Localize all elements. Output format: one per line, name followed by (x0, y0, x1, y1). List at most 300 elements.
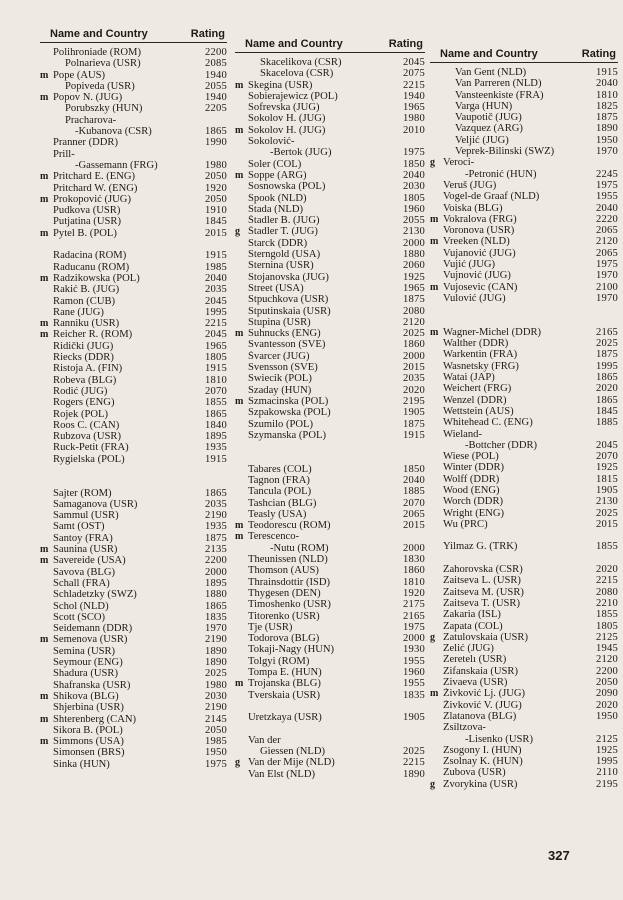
player-row (430, 67, 618, 78)
player-rating: 2165 (596, 326, 618, 338)
player-rating: 1915 (205, 250, 227, 262)
player-row (235, 644, 425, 655)
player-name: Simmons (USA) (53, 736, 124, 748)
player-name: Zahorovska (CSR) (443, 564, 523, 576)
player-name: Yilmaz G. (TRK) (443, 541, 518, 553)
player-row (235, 419, 425, 430)
title-marker: m (430, 688, 439, 700)
player-rating: 1930 (403, 644, 425, 656)
player-name: Živković V. (JUG) (443, 699, 522, 711)
player-rating: 2200 (205, 555, 227, 567)
title-marker: m (40, 544, 49, 556)
player-name: -Bottcher (DDR) (465, 439, 538, 451)
player-row (235, 633, 425, 644)
player-name: Vujosevic (CAN) (443, 281, 518, 293)
player-rating: 1840 (205, 419, 227, 431)
player-name: Sofrevska (JUG) (248, 102, 320, 114)
player-row (430, 169, 618, 180)
player-name: Zaitseva M. (USR) (443, 586, 524, 598)
player-row (430, 214, 618, 225)
player-row (40, 307, 227, 318)
player-name: Thygesen (DEN) (248, 587, 321, 599)
player-row (430, 395, 618, 406)
player-rating: 1855 (205, 397, 227, 409)
player-row (235, 531, 425, 542)
player-rating: 2040 (205, 272, 227, 284)
player-rating: 1850 (403, 158, 425, 170)
player-name: Veprek-Bilinski (SWZ) (455, 146, 555, 158)
title-marker: m (40, 171, 49, 183)
player-name: -Lisenko (USR) (465, 733, 533, 745)
player-row (430, 519, 618, 530)
player-row (430, 101, 618, 112)
page-number: 327 (548, 848, 570, 863)
player-name: Tolgyi (ROM) (248, 655, 310, 667)
player-rating: 2020 (596, 699, 618, 711)
player-name: Saunina (USR) (53, 544, 118, 556)
player-row (430, 621, 618, 632)
player-row (235, 102, 425, 113)
player-name: Wu (PRC) (443, 518, 488, 530)
player-name: Tabares (COL) (248, 463, 312, 475)
player-rating: 1865 (596, 372, 618, 384)
player-row (235, 238, 425, 249)
player-name: Putjatina (USR) (53, 216, 121, 228)
player-rating: 1805 (205, 352, 227, 364)
player-rating: 1875 (403, 418, 425, 430)
player-name: Szmacinska (POL) (248, 395, 329, 407)
player-row (235, 554, 425, 565)
section-gap (235, 452, 425, 463)
player-name: Semina (USR) (53, 645, 116, 657)
player-row (40, 499, 227, 510)
player-row (430, 293, 618, 304)
player-row (430, 508, 618, 519)
player-name: Zifanskaia (USR) (443, 665, 519, 677)
player-name: Svantesson (SVE) (248, 339, 326, 351)
player-rating: 1890 (403, 768, 425, 780)
player-row (430, 767, 618, 778)
player-row (235, 588, 425, 599)
player-rating: 1975 (205, 758, 227, 770)
player-name: Prill- (53, 148, 75, 160)
player-name: Rojek (POL) (53, 408, 109, 420)
player-row (40, 747, 227, 758)
player-name: Porubszky (HUN) (65, 103, 143, 115)
player-rating: 1875 (403, 294, 425, 306)
player-row (40, 442, 227, 453)
player-name: Štadler T. (JUG) (248, 226, 318, 238)
player-rating: 1890 (205, 657, 227, 669)
player-name: Sokolov H. (JUG) (248, 113, 326, 125)
player-rating: 2145 (205, 713, 227, 725)
player-row (235, 57, 425, 68)
title-marker: m (40, 193, 49, 205)
title-marker: m (235, 124, 244, 136)
player-row (40, 454, 227, 465)
player-rating: 2025 (403, 328, 425, 340)
player-name: Veljić (JUG) (455, 134, 509, 146)
player-row (235, 147, 425, 158)
player-rating: 2075 (403, 68, 425, 80)
player-name: Spook (NLD) (248, 192, 307, 204)
player-name: Tashcian (BLG) (248, 497, 317, 509)
player-rating: 2215 (205, 318, 227, 330)
player-row (40, 702, 227, 713)
player-name: Wasnetsky (FRG) (443, 360, 519, 372)
player-row (235, 712, 425, 723)
player-rating: 1915 (596, 67, 618, 78)
title-marker: m (40, 69, 49, 81)
player-rating: 2205 (205, 103, 227, 115)
player-row (235, 509, 425, 520)
title-marker: m (235, 79, 244, 91)
player-rating: 2190 (205, 510, 227, 522)
player-row (430, 756, 618, 767)
player-name: Pracharova- (65, 114, 117, 126)
player-rating: 2210 (596, 597, 618, 609)
title-marker: g (430, 157, 435, 169)
player-row (430, 779, 618, 790)
player-name: Voiska (BLG) (443, 202, 503, 214)
player-row (430, 383, 618, 394)
player-name: Zaitseva T. (USR) (443, 597, 520, 609)
player-name: Stupina (USR) (248, 316, 311, 328)
player-rating: 2020 (596, 383, 618, 395)
player-rating: 1955 (403, 655, 425, 667)
player-row (40, 81, 227, 92)
player-name: Van der (248, 734, 281, 746)
player-rating: 1975 (403, 147, 425, 159)
player-row (235, 498, 425, 509)
player-name: Vogel-de Graaf (NLD) (443, 191, 540, 203)
player-name: Samt (OST) (53, 521, 105, 533)
player-name: Polnarieva (USR) (65, 58, 141, 70)
player-row (40, 171, 227, 182)
player-name: Skacelikova (CSR) (260, 57, 342, 68)
player-rating: 1875 (205, 532, 227, 544)
player-row (40, 70, 227, 81)
player-row (235, 226, 425, 237)
player-row (235, 656, 425, 667)
player-row (430, 225, 618, 236)
player-row (430, 609, 618, 620)
player-row (235, 159, 425, 170)
player-rating: 2215 (596, 575, 618, 587)
player-row (430, 496, 618, 507)
player-row (430, 451, 618, 462)
player-row (430, 541, 618, 552)
section-gap (430, 304, 618, 315)
player-row (40, 92, 227, 103)
player-row (430, 78, 618, 89)
player-row (430, 327, 618, 338)
player-rating: 1885 (596, 417, 618, 429)
player-row (40, 736, 227, 747)
player-row (40, 115, 227, 126)
player-rating: 2045 (205, 295, 227, 307)
player-name: Shjerbina (USR) (53, 702, 124, 714)
player-row (40, 725, 227, 736)
player-name: Titorenko (USR) (248, 610, 320, 622)
player-rating: 2050 (205, 193, 227, 205)
player-rating: 1895 (205, 431, 227, 443)
player-rating: 2025 (205, 668, 227, 680)
player-row (430, 282, 618, 293)
player-rating: 2020 (403, 384, 425, 396)
player-rating: 2055 (205, 80, 227, 92)
player-rating: 2040 (403, 169, 425, 181)
player-row (40, 714, 227, 725)
player-name: Pritchard E. (ENG) (53, 171, 136, 183)
player-rating: 1960 (403, 667, 425, 679)
player-name: Zelić (JUG) (443, 643, 494, 655)
player-row (235, 543, 425, 554)
player-name: Veroci- (443, 157, 475, 169)
player-name: Stojanovska (JUG) (248, 271, 329, 283)
player-rating: 2065 (596, 247, 618, 259)
title-marker: m (235, 531, 244, 543)
player-name: Wiese (POL) (443, 451, 499, 463)
player-row (430, 372, 618, 383)
player-rating: 1815 (596, 473, 618, 485)
player-rating: 1995 (596, 360, 618, 372)
column-header (430, 48, 618, 63)
player-rating: 2025 (403, 746, 425, 758)
player-rating: 2040 (596, 202, 618, 214)
player-name: Vujnović (JUG) (443, 270, 511, 282)
player-row (40, 623, 227, 634)
player-row (40, 612, 227, 623)
player-row (40, 578, 227, 589)
player-name: Vujić (JUG) (443, 259, 496, 271)
player-row (235, 599, 425, 610)
player-row (40, 646, 227, 657)
player-list (430, 67, 618, 790)
player-row (235, 80, 425, 91)
player-name: Simonsen (BRS) (53, 747, 125, 759)
player-row (40, 567, 227, 578)
player-rating: 2035 (403, 373, 425, 385)
player-rating: 1980 (403, 113, 425, 125)
player-name: Uretzkaya (USR) (248, 712, 322, 724)
player-name: Starck (DDR) (248, 237, 308, 249)
player-rating: 1905 (596, 484, 618, 496)
player-rating: 2060 (403, 260, 425, 272)
player-rating: 2050 (205, 171, 227, 183)
player-name: Sobierajewicz (POL) (248, 90, 338, 102)
player-name: Vaupotič (JUG) (455, 112, 522, 124)
player-rating: 2120 (596, 654, 618, 666)
player-name: Van Gent (NLD) (455, 67, 527, 78)
player-rating: 2035 (205, 284, 227, 296)
player-rating: 1875 (596, 112, 618, 124)
player-name: Sokolović- (248, 136, 295, 148)
player-rating: 1955 (596, 191, 618, 203)
player-name: Riecks (DDR) (53, 352, 114, 364)
player-row (430, 485, 618, 496)
player-row (40, 137, 227, 148)
player-rating: 1835 (205, 611, 227, 623)
player-rating: 1825 (596, 100, 618, 112)
player-row (40, 183, 227, 194)
player-row (430, 462, 618, 473)
player-rating: 1970 (205, 623, 227, 635)
player-row (40, 431, 227, 442)
player-row (430, 598, 618, 609)
player-name: -Kubanova (CSR) (75, 126, 152, 138)
player-row (430, 157, 618, 168)
section-gap (40, 239, 227, 250)
player-rating: 2000 (205, 566, 227, 578)
player-rating: 2025 (596, 338, 618, 350)
player-row (235, 565, 425, 576)
player-rating: 2015 (596, 518, 618, 530)
player-name: Wieland- (443, 428, 482, 440)
player-row (430, 417, 618, 428)
player-rating: 1865 (205, 600, 227, 612)
player-row (430, 429, 618, 440)
player-rating: 1895 (205, 577, 227, 589)
player-rating: 2215 (403, 757, 425, 769)
player-name: Ridički (JUG) (53, 340, 114, 352)
player-name: Seymour (ENG) (53, 657, 123, 669)
player-rating: 1950 (596, 134, 618, 146)
player-rating: 2190 (205, 634, 227, 646)
player-name: Stputinskaia (USR) (248, 305, 331, 317)
player-row (235, 735, 425, 746)
player-name: Zakaria (ISL) (443, 609, 501, 621)
player-name: Zlatanova (BLG) (443, 710, 517, 722)
player-name: Sternina (USR) (248, 260, 314, 272)
player-rating: 1810 (596, 89, 618, 101)
player-name: Ranniku (USR) (53, 318, 120, 330)
player-row (40, 420, 227, 431)
player-row (430, 734, 618, 745)
player-list (235, 57, 425, 780)
player-name: Shafranska (USR) (53, 679, 131, 691)
player-name: Vreeken (NLD) (443, 236, 510, 248)
player-rating: 2000 (403, 350, 425, 362)
player-name: Giessen (NLD) (260, 746, 326, 758)
player-name: Rodić (JUG) (53, 385, 108, 397)
player-name: Reicher R. (ROM) (53, 329, 133, 341)
player-row (40, 296, 227, 307)
player-name: Sterngold (USA) (248, 249, 321, 261)
player-rating: 1845 (205, 216, 227, 228)
section-gap (40, 465, 227, 476)
player-row (235, 170, 425, 181)
title-marker: m (430, 236, 439, 248)
player-row (235, 272, 425, 283)
player-row (235, 678, 425, 689)
player-rating: 2190 (205, 702, 227, 714)
section-gap (430, 316, 618, 327)
player-name: Semenova (USR) (53, 634, 128, 646)
player-name: Samaganova (USR) (53, 498, 138, 510)
player-rating: 2030 (205, 690, 227, 702)
player-rating: 2070 (403, 497, 425, 509)
player-row (40, 386, 227, 397)
player-name: Savereide (USA) (53, 555, 126, 567)
player-row (430, 349, 618, 360)
player-row (235, 611, 425, 622)
player-name: Szumilo (POL) (248, 418, 314, 430)
player-rating: 1890 (596, 123, 618, 135)
title-marker: m (430, 326, 439, 338)
player-rating: 2220 (596, 213, 618, 225)
player-row (40, 352, 227, 363)
player-name: Vokralova (FRG) (443, 213, 517, 225)
player-name: Sinka (HUN) (53, 758, 110, 770)
player-row (235, 68, 425, 79)
player-row (430, 564, 618, 575)
player-name: Tverskaia (USR) (248, 689, 321, 701)
player-rating: 1855 (596, 541, 618, 553)
player-rating: 1805 (596, 620, 618, 632)
player-name: Zubova (USR) (443, 767, 506, 779)
player-rating: 1975 (403, 621, 425, 633)
player-row (430, 203, 618, 214)
player-row (235, 249, 425, 260)
player-row (430, 677, 618, 688)
player-name: Veruš (JUG) (443, 179, 497, 191)
player-rating: 1960 (403, 203, 425, 215)
player-rating: 2000 (403, 237, 425, 249)
player-row (235, 769, 425, 780)
player-row (40, 668, 227, 679)
player-name: Street (USA) (248, 282, 304, 294)
player-row (430, 406, 618, 417)
player-name: Szaday (HUN) (248, 384, 312, 396)
player-rating: 1965 (403, 282, 425, 294)
player-name: Sokolov H. (JUG) (248, 124, 326, 136)
player-name: Sosnowska (POL) (248, 181, 326, 193)
player-rating: 1850 (403, 463, 425, 475)
player-rating: 1940 (403, 90, 425, 102)
section-gap (40, 476, 227, 487)
player-name: Radzikowska (POL) (53, 272, 140, 284)
player-row (40, 634, 227, 645)
title-marker: m (40, 92, 49, 104)
player-name: Skegina (USR) (248, 79, 313, 91)
title-marker: m (40, 329, 49, 341)
player-name: Whitehead C. (ENG) (443, 417, 533, 429)
player-rating: 1985 (205, 736, 227, 748)
player-row (235, 486, 425, 497)
column-header (40, 28, 227, 43)
player-name: Zsiltzova- (443, 722, 486, 734)
player-rating: 1975 (596, 259, 618, 271)
player-name: Savova (BLG) (53, 566, 116, 578)
player-row (40, 58, 227, 69)
player-name: Varga (HUN) (455, 100, 513, 112)
player-name: Vulović (JUG) (443, 292, 506, 304)
title-marker: m (430, 281, 439, 293)
player-rating: 1965 (403, 102, 425, 114)
player-name: Vujanović (JUG) (443, 247, 516, 259)
title-marker: m (40, 318, 49, 330)
player-rating: 2125 (596, 631, 618, 643)
player-rating: 1915 (205, 453, 227, 465)
player-rating: 2010 (403, 124, 425, 136)
player-name: Rygielska (POL) (53, 453, 125, 465)
player-rating: 2025 (596, 507, 618, 519)
player-rating: 2245 (596, 168, 618, 180)
player-row (40, 409, 227, 420)
player-row (40, 228, 227, 239)
player-row (235, 328, 425, 339)
